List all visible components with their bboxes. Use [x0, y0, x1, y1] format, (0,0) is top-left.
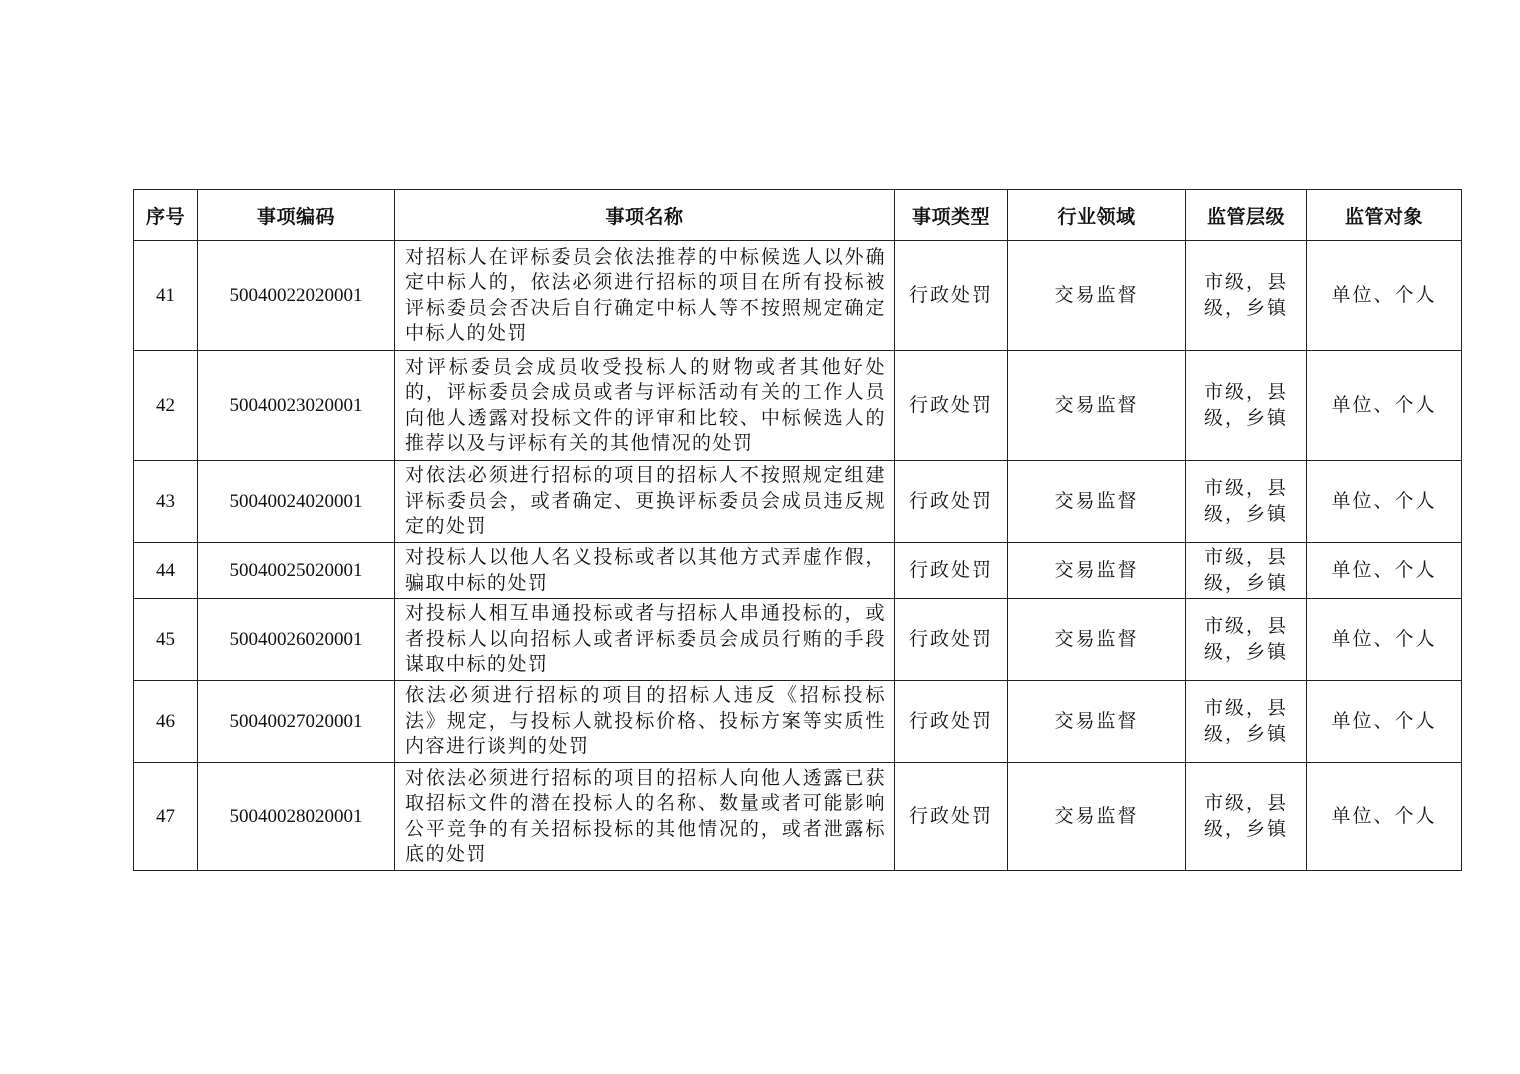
- row-type: 行政处罚: [895, 763, 1008, 871]
- row-code: 50040026020001: [198, 599, 395, 681]
- row-seq: 43: [134, 461, 198, 543]
- header-level: 监管层级: [1186, 190, 1307, 241]
- row-type: 行政处罚: [895, 351, 1008, 461]
- row-field: 交易监督: [1008, 351, 1186, 461]
- row-level: 市级，县级，乡镇: [1186, 351, 1307, 461]
- row-type: 行政处罚: [895, 681, 1008, 763]
- row-code: 50040022020001: [198, 241, 395, 351]
- header-type: 事项类型: [895, 190, 1008, 241]
- row-level: 市级，县级，乡镇: [1186, 461, 1307, 543]
- row-level: 市级，县级，乡镇: [1186, 599, 1307, 681]
- row-name: 对依法必须进行招标的项目的招标人向他人透露已获取招标文件的潜在投标人的名称、数量或者可能影响公平竞争的有关招标投标的其他情况的，或者泄露标底的处罚: [395, 763, 895, 871]
- table-row: [134, 599, 1462, 681]
- row-name: 对招标人在评标委员会依法推荐的中标候选人以外确定中标人的，依法必须进行招标的项目在所有投标被评标委员会否决后自行确定中标人等不按照规定确定中标人的处罚: [395, 241, 895, 351]
- row-target: 单位、个人: [1307, 543, 1462, 599]
- table-header-row: [134, 190, 1462, 241]
- row-level: 市级，县级，乡镇: [1186, 241, 1307, 351]
- row-seq: 45: [134, 599, 198, 681]
- row-target: 单位、个人: [1307, 681, 1462, 763]
- row-name: 对投标人以他人名义投标或者以其他方式弄虚作假，骗取中标的处罚: [395, 543, 895, 599]
- header-field: 行业领域: [1008, 190, 1186, 241]
- row-field: 交易监督: [1008, 543, 1186, 599]
- row-code: 50040024020001: [198, 461, 395, 543]
- table-row: [134, 461, 1462, 543]
- table-row: [134, 351, 1462, 461]
- row-seq: 46: [134, 681, 198, 763]
- regulatory-items-table: [133, 189, 1462, 871]
- row-target: 单位、个人: [1307, 599, 1462, 681]
- row-name: 对依法必须进行招标的项目的招标人不按照规定组建评标委员会，或者确定、更换评标委员会成员违反规定的处罚: [395, 461, 895, 543]
- row-code: 50040028020001: [198, 763, 395, 871]
- row-level: 市级，县级，乡镇: [1186, 681, 1307, 763]
- row-type: 行政处罚: [895, 461, 1008, 543]
- row-seq: 47: [134, 763, 198, 871]
- header-seq: 序号: [134, 190, 198, 241]
- row-type: 行政处罚: [895, 599, 1008, 681]
- table-row: [134, 543, 1462, 599]
- row-field: 交易监督: [1008, 241, 1186, 351]
- row-code: 50040025020001: [198, 543, 395, 599]
- row-field: 交易监督: [1008, 461, 1186, 543]
- row-field: 交易监督: [1008, 681, 1186, 763]
- row-seq: 42: [134, 351, 198, 461]
- row-field: 交易监督: [1008, 763, 1186, 871]
- row-code: 50040023020001: [198, 351, 395, 461]
- row-target: 单位、个人: [1307, 461, 1462, 543]
- row-field: 交易监督: [1008, 599, 1186, 681]
- row-target: 单位、个人: [1307, 351, 1462, 461]
- row-level: 市级，县级，乡镇: [1186, 763, 1307, 871]
- table-row: [134, 241, 1462, 351]
- header-target: 监管对象: [1307, 190, 1462, 241]
- row-type: 行政处罚: [895, 241, 1008, 351]
- row-name: 对投标人相互串通投标或者与招标人串通投标的，或者投标人以向招标人或者评标委员会成员行贿的手段谋取中标的处罚: [395, 599, 895, 681]
- table-row: [134, 681, 1462, 763]
- row-name: 依法必须进行招标的项目的招标人违反《招标投标法》规定，与投标人就投标价格、投标方案等实质性内容进行谈判的处罚: [395, 681, 895, 763]
- table-row: [134, 763, 1462, 871]
- row-code: 50040027020001: [198, 681, 395, 763]
- row-type: 行政处罚: [895, 543, 1008, 599]
- row-name: 对评标委员会成员收受投标人的财物或者其他好处的，评标委员会成员或者与评标活动有关的工作人员向他人透露对投标文件的评审和比较、中标候选人的推荐以及与评标有关的其他情况的处罚: [395, 351, 895, 461]
- row-level: 市级，县级，乡镇: [1186, 543, 1307, 599]
- row-seq: 44: [134, 543, 198, 599]
- row-seq: 41: [134, 241, 198, 351]
- header-code: 事项编码: [198, 190, 395, 241]
- row-target: 单位、个人: [1307, 241, 1462, 351]
- row-target: 单位、个人: [1307, 763, 1462, 871]
- header-name: 事项名称: [395, 190, 895, 241]
